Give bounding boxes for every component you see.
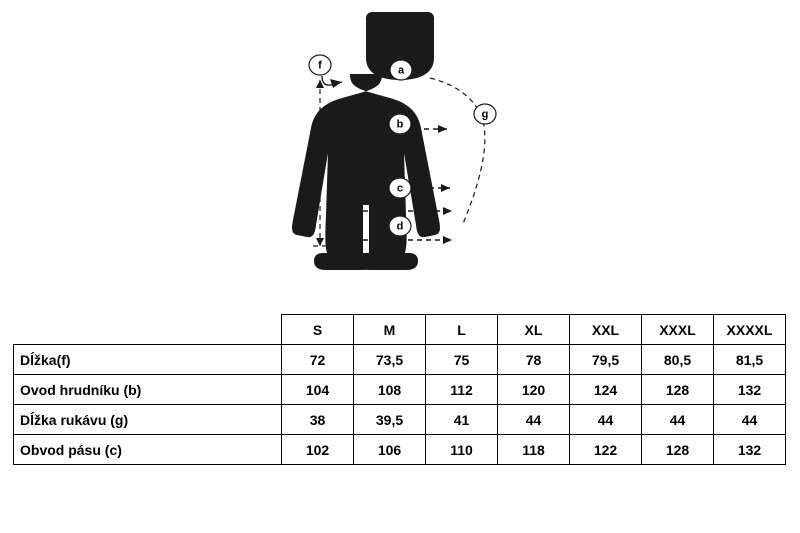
row-label-length: Dĺžka(f) [14,345,282,375]
cell-sleeve-s: 38 [282,405,354,435]
measure-line-g [430,78,485,226]
cell-chest-xl: 120 [498,375,570,405]
cell-sleeve-xxxl: 44 [642,405,714,435]
table-row [14,405,786,435]
cell-length-xxxxl: 81,5 [714,345,786,375]
cell-chest-xxl: 124 [570,375,642,405]
cell-waist-m: 106 [354,435,426,465]
cell-chest-xxxl: 128 [642,375,714,405]
cell-waist-xxxl: 128 [642,435,714,465]
marker-a-label: a [397,64,405,77]
cell-chest-s: 104 [282,375,354,405]
cell-length-s: 72 [282,345,354,375]
column-header-xxl: XXL [570,315,642,345]
cell-sleeve-xxxxl: 44 [714,405,786,435]
cell-length-m: 73,5 [354,345,426,375]
cell-waist-s: 102 [282,435,354,465]
cell-sleeve-l: 41 [426,405,498,435]
cell-sleeve-m: 39,5 [354,405,426,435]
marker-c [389,178,411,198]
table-corner-cell [14,315,282,345]
table-row [14,345,786,375]
table-header-row [14,315,786,345]
table-row [14,435,786,465]
size-table [13,314,786,465]
cell-length-l: 75 [426,345,498,375]
cell-sleeve-xxl: 44 [570,405,642,435]
column-header-xxxl: XXXL [642,315,714,345]
column-header-s: S [282,315,354,345]
marker-d [389,216,411,236]
marker-f-label: f [318,59,322,72]
marker-d-label: d [396,220,404,233]
cell-sleeve-xl: 44 [498,405,570,435]
cell-length-xxxl: 80,5 [642,345,714,375]
cell-chest-xxxxl: 132 [714,375,786,405]
cell-chest-l: 112 [426,375,498,405]
row-label-sleeve: Dĺžka rukávu (g) [14,405,282,435]
table-row [14,375,786,405]
marker-b [389,114,411,134]
size-table-container [13,314,786,465]
cell-length-xl: 78 [498,345,570,375]
marker-a [390,60,412,80]
column-header-xl: XL [498,315,570,345]
column-header-l: L [426,315,498,345]
marker-b-label: b [396,118,404,131]
marker-g-label: g [481,108,489,121]
cell-waist-xl: 118 [498,435,570,465]
row-label-waist: Obvod pásu (c) [14,435,282,465]
column-header-xxxxl: XXXXL [714,315,786,345]
cell-waist-xxl: 122 [570,435,642,465]
male-torso-silhouette [292,12,440,270]
marker-c-label: c [396,182,404,195]
cell-waist-xxxxl: 132 [714,435,786,465]
cell-length-xxl: 79,5 [570,345,642,375]
cell-chest-m: 108 [354,375,426,405]
marker-f [309,55,331,75]
cell-waist-l: 110 [426,435,498,465]
column-header-m: M [354,315,426,345]
marker-g [474,104,496,124]
row-label-chest: Ovod hrudníku (b) [14,375,282,405]
